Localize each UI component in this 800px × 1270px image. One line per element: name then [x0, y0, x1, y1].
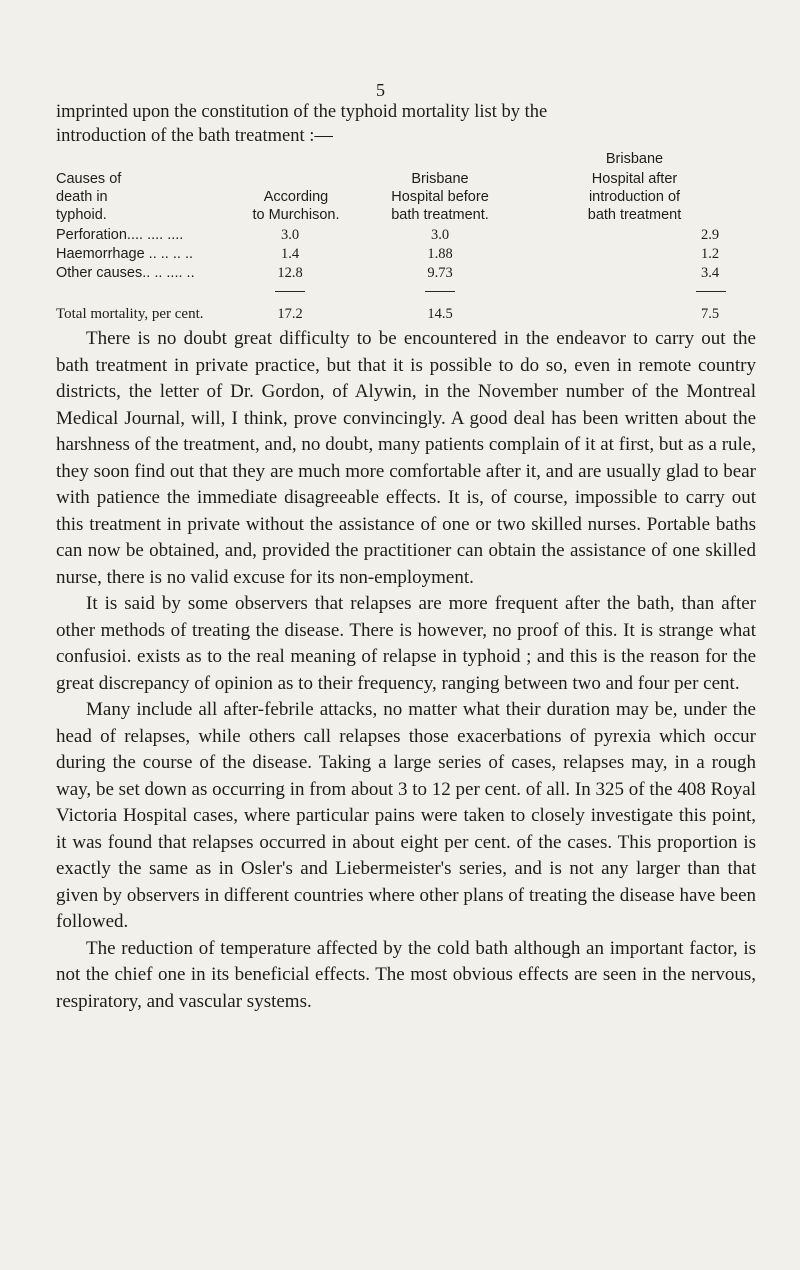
column-heading: Hospital before [391, 189, 489, 205]
table-cell: 9.73 [427, 265, 453, 281]
paragraph: The reduction of temperature affected by the cold bath although an important factor, is not the chief one in its beneficial effects. The most obvious effects are seen in the nervous, respiratory, and vascular systems. [56, 937, 756, 1012]
page-number: 5 [376, 80, 385, 100]
column-heading: introduction of [588, 189, 681, 205]
paragraph: It is said by some observers that relapses are more frequent after the bath, than after other methods of treating the disease. There is however, no proof of this. It is strange what confusioi. exists as to the real meaning of relapse in typhoid ; and this is the reason for the great discrepancy of opinion as to their frequency, ranging between two and four per cent. [56, 593, 756, 694]
table-cell: 2.9 [700, 227, 720, 243]
total-value: 7.5 [700, 306, 720, 322]
table-cell: 1.88 [427, 246, 453, 262]
column-heading: According [263, 189, 329, 205]
column-rule [275, 291, 305, 292]
row-label: Haemorrhage .. .. .. .. [56, 246, 193, 262]
row-label: Other causes.. .. .... .. [56, 265, 195, 281]
column-heading: Brisbane [605, 151, 664, 167]
column-heading: to Murchison. [252, 207, 340, 223]
table-cell: 1.4 [280, 246, 300, 262]
column-heading: Hospital after [591, 171, 678, 187]
table-cell: 1.2 [700, 246, 720, 262]
row-header-line: typhoid. [56, 207, 107, 223]
paragraph: Many include all after-febrile attacks, no matter what their duration may be, under the head of relapses, while others call relapses those exacerbations of pyrexia which occur during the course of the disease. Taking a large series of cases, relapses may, in a rough way, be set down as occurring in from about 3 to 12 per cent. of all. In 325 of the 408 Royal Victoria Hospital cases, where particular pains were taken to closely investigate this point, it was found that relapses occurred in about eight per cent. of the cases. This proportion is exactly the same as in Osler's and Liebermeister's series, and is not any larger than that given by observers in different countries where other plans of treating the disease have been followed. [56, 699, 756, 932]
intro-text [56, 100, 756, 148]
table-cell: 3.0 [430, 227, 450, 243]
paragraph: There is no doubt great difficulty to be encountered in the endeavor to carry out the bath treatment in private practice, but that it is possible to do so, even in remote country districts, the letter of Dr. Gordon, of Alywin, in the November number of the Montreal Medical Journal, will, I think, prove convincingly. A good deal has been written about the harshness of the treatment, and, no doubt, many patients complain of it at first, but as a rule, they soon find out that they are much more comfortable after it, and are usually glad to bear with patience the immediate disagreeable effects. It is, of course, impossible to carry out this treatment in private without the assistance of one or two skilled nurses. Portable baths can now be obtained, and, provided the practitioner can obtain the assistance of one skilled nurse, there is no valid excuse for its non-employment. [56, 328, 756, 588]
column-heading: Brisbane [411, 171, 469, 187]
total-value: 14.5 [427, 306, 453, 322]
row-header-line: Causes of [56, 171, 122, 187]
column-heading: bath treatment [587, 207, 682, 223]
total-label: Total mortality, per cent. [56, 306, 204, 322]
column-rule [425, 291, 455, 292]
body-text [56, 326, 756, 1015]
column-heading: bath treatment. [391, 207, 489, 223]
intro-line: imprinted upon the constitution of the typhoid mortality list by the [56, 102, 548, 122]
table-cell: 3.0 [280, 227, 300, 243]
row-header-line: death in [56, 189, 108, 205]
row-label: Perforation.... .... .... [56, 227, 184, 243]
column-rule [696, 291, 726, 292]
total-value: 17.2 [277, 306, 303, 322]
table-cell: 3.4 [700, 265, 720, 281]
intro-line: introduction of the bath treatment :— [56, 126, 333, 146]
table-cell: 12.8 [277, 265, 303, 281]
